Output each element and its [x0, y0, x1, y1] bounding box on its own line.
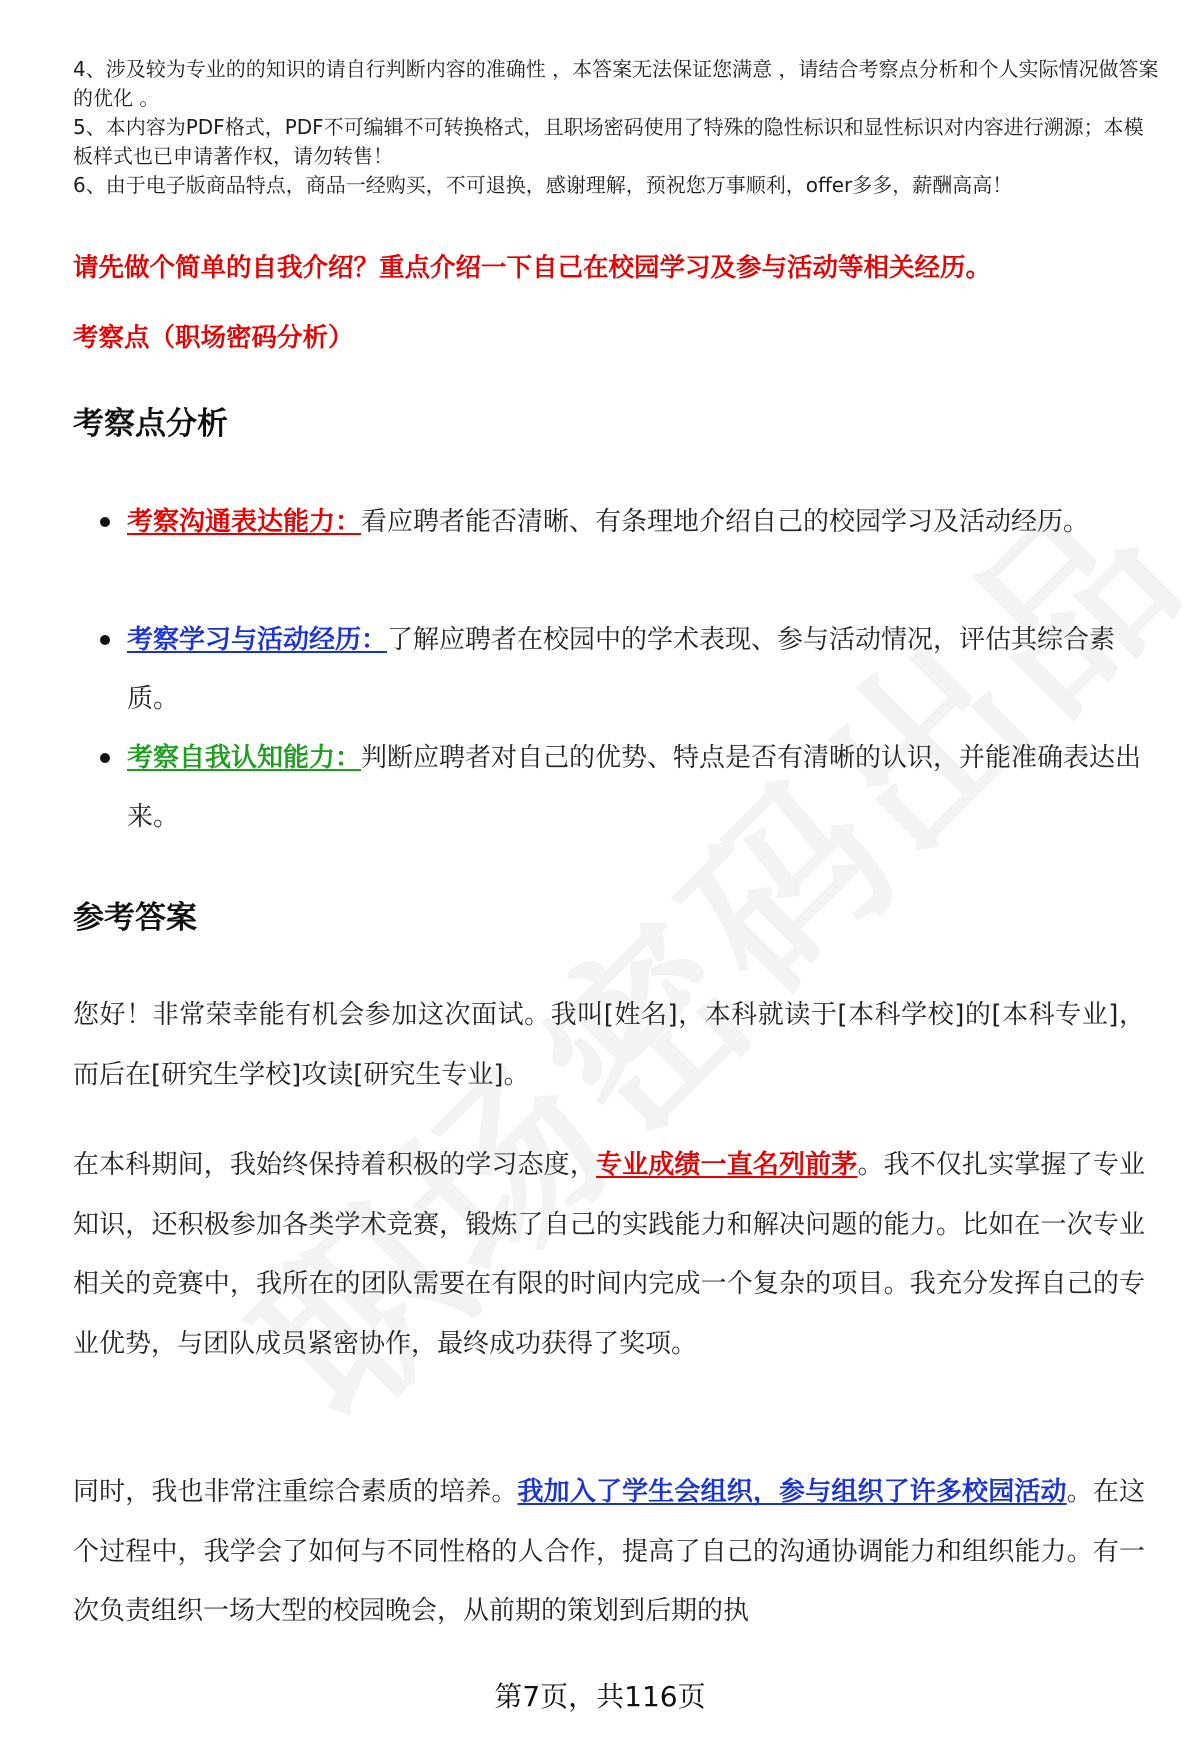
analysis-item-communication: [127, 493, 1147, 552]
analysis-heading: 考察点分析: [73, 406, 228, 442]
answer-text: 。在这个过程中，我学会了如何与不同性格的人合作，提高了自己的沟通协调能力和组织能力。有一次负责组织一场大型的校园晚会，从前期的策划到后期的执: [73, 1477, 1145, 1626]
analysis-text: 看应聘者能否清晰、有条理地介绍自己的校园学习及活动经历。: [361, 507, 1090, 537]
answer-paragraph-2: [73, 1136, 1145, 1374]
answer-paragraph-3: [73, 1463, 1145, 1642]
analysis-item-self-awareness: [127, 729, 1147, 847]
bullet-dot: [100, 753, 110, 763]
kaocha-label: 考察点（职场密码分析）: [73, 323, 354, 353]
answer-highlight: 专业成绩一直名列前茅: [595, 1150, 858, 1180]
analysis-keyword: 考察自我认知能力：: [127, 743, 362, 773]
bullet-dot: [100, 635, 110, 645]
notice-item-6: 6、由于电子版商品特点，商品一经购买，不可退换，感谢理解，预祝您万事顺利，offer多多，薪酬高高！: [73, 173, 1013, 197]
notice-item-4: 4、涉及较为专业的的知识的请自行判断内容的准确性 ，本答案无法保证您满意 ，请结合考察点分析和个人实际情况做答案的优化 。: [73, 57, 1159, 110]
bullet-dot: [100, 517, 110, 527]
notice-item-5: 5、本内容为PDF格式，PDF不可编辑不可转换格式，且职场密码使用了特殊的隐性标识和显性标识对内容进行溯源；本模板样式也已申请著作权，请勿转售！: [73, 115, 1144, 168]
answer-heading: 参考答案: [73, 900, 197, 936]
answer-paragraph-1: 您好！非常荣幸能有机会参加这次面试。我叫[姓名]，本科就读于[本科学校]的[本科专业]，而后在[研究生学校]攻读[研究生专业]。: [73, 1000, 1145, 1090]
answer-highlight: 我加入了学生会组织，参与组织了许多校园活动: [517, 1477, 1067, 1507]
analysis-item-experience: [127, 611, 1147, 729]
interview-question: 请先做个简单的自我介绍？重点介绍一下自己在校园学习及参与活动等相关经历。: [73, 253, 992, 283]
analysis-text: 了解应聘者在校园中的学术表现、参与活动情况，评估其综合素质。: [127, 625, 1116, 714]
analysis-keyword: 考察沟通表达能力：: [127, 507, 362, 537]
analysis-keyword: 考察学习与活动经历：: [127, 625, 388, 655]
analysis-text: 判断应聘者对自己的优势、特点是否有清晰的认识，并能准确表达出来。: [127, 743, 1142, 832]
answer-text: 在本科期间，我始终保持着积极的学习态度，: [73, 1150, 596, 1180]
page-number: 第7页，共116页: [494, 1680, 706, 1713]
answer-text: 。我不仅扎实掌握了专业知识，还积极参加各类学术竞赛，锻炼了自己的实践能力和解决问题的能力。比如在一次专业相关的竞赛中，我所在的团队需要在有限的时间内完成一个复杂的项目。我充分发挥自己的专业优势，与团队成员紧密协作，最终成功获得了奖项。: [73, 1150, 1145, 1359]
answer-text: 同时，我也非常注重综合素质的培养。: [73, 1477, 518, 1507]
